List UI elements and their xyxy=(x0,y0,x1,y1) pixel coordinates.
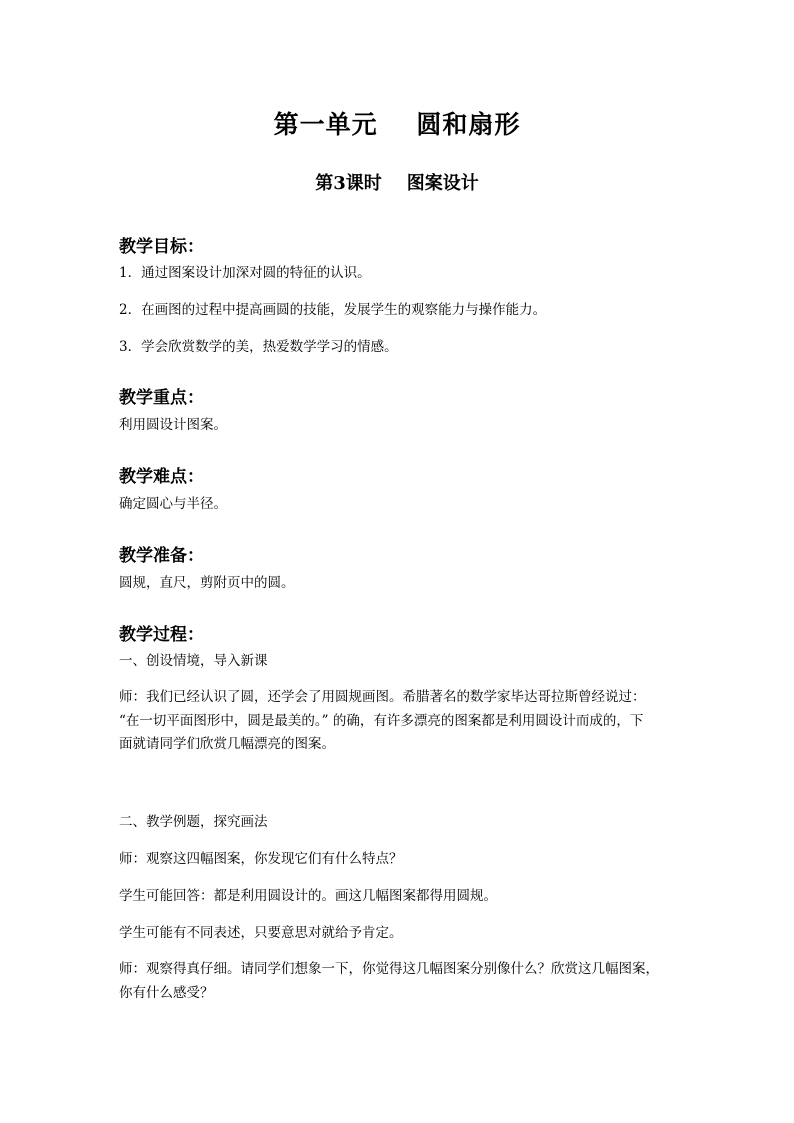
step1-paragraph-line: 面就请同学们欣赏几幅漂亮的图案。 xyxy=(119,736,335,752)
goal-item-2: 2．在画图的过程中提高画圆的技能，发展学生的观察能力与操作能力。 xyxy=(119,302,547,318)
step2-paragraph xyxy=(119,958,679,1005)
preparation-heading: 教学准备： xyxy=(119,546,204,566)
step1-title: 一、创设情境，导入新课 xyxy=(119,653,268,669)
step2-line-2: 学生可能回答：都是利用圆设计的。画这几幅图案都得用圆规。 xyxy=(119,888,497,904)
goal-item-3: 3．学会欣赏数学的美，热爱数学学习的情感。 xyxy=(119,339,398,355)
step2-line-3: 学生可能有不同表述，只要意思对就给予肯定。 xyxy=(119,925,403,941)
key-points-heading: 教学重点： xyxy=(119,388,204,408)
process-heading: 教学过程： xyxy=(119,625,204,645)
preparation-text: 圆规，直尺，剪附页中的圆。 xyxy=(119,575,295,591)
goals-heading: 教学目标： xyxy=(119,237,204,257)
difficulties-heading: 教学难点： xyxy=(119,467,204,487)
step1-paragraph-line: 师：我们已经认识了圆，还学会了用圆规画图。希腊著名的数学家毕达哥拉斯曾经说过： xyxy=(119,689,646,705)
step2-title: 二、教学例题，探究画法 xyxy=(119,814,268,830)
step1-paragraph xyxy=(119,686,679,757)
step2-line-1: 师：观察这四幅图案，你发现它们有什么特点？ xyxy=(119,851,403,867)
unit-title: 第一单元 圆和扇形 xyxy=(273,110,521,139)
step1-paragraph-line: “在一切平面图形中，圆是最美的。” 的确，有许多漂亮的图案都是利用圆设计而成的，下 xyxy=(119,712,644,729)
difficulties-text: 确定圆心与半径。 xyxy=(119,496,227,512)
lesson-subtitle: 第3课时 图案设计 xyxy=(315,173,479,194)
step2-paragraph-line: 你有什么感受？ xyxy=(119,984,214,1001)
goal-item-1: 1．通过图案设计加深对圆的特征的认识。 xyxy=(119,265,371,281)
key-points-text: 利用圆设计图案。 xyxy=(119,417,227,433)
step2-paragraph-line: 师：观察得真仔细。请同学们想象一下，你觉得这几幅图案分别像什么？欣赏这几幅图案， xyxy=(119,961,659,977)
